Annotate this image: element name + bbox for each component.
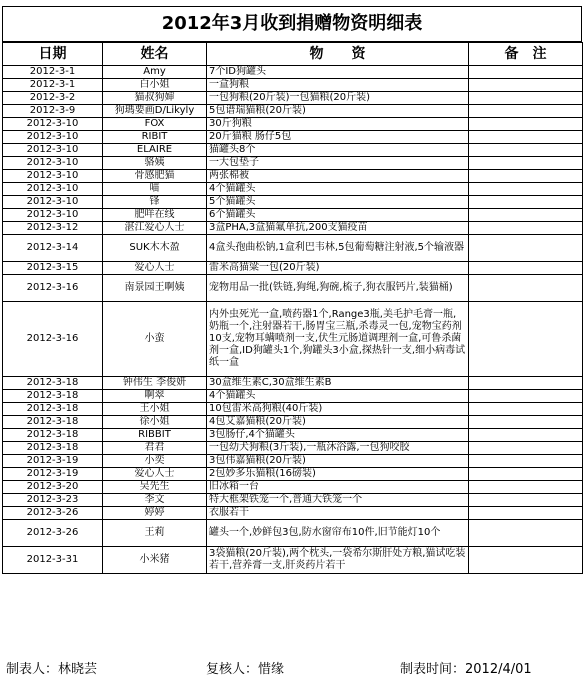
cell-items: 一包狗粮(20斤装)一包猫粮(20斤装) [207, 92, 469, 105]
cell-note [469, 183, 583, 196]
cell-date: 2012-3-18 [3, 390, 103, 403]
cell-name: 钟伟生 李俊妍 [103, 377, 207, 390]
cell-date: 2012-3-10 [3, 170, 103, 183]
cell-note [469, 403, 583, 416]
table-row [3, 144, 583, 157]
cell-date: 2012-3-23 [3, 494, 103, 507]
cell-date: 2012-3-18 [3, 442, 103, 455]
cell-note [469, 455, 583, 468]
cell-note [469, 222, 583, 235]
cell-note [469, 377, 583, 390]
cell-name: 小奕 [103, 455, 207, 468]
cell-items: 5个猫罐头 [207, 196, 469, 209]
cell-items: 旧冰箱一台 [207, 481, 469, 494]
table-row [3, 429, 583, 442]
cell-items: 两张棉被 [207, 170, 469, 183]
cell-date: 2012-3-1 [3, 79, 103, 92]
cell-date: 2012-3-10 [3, 131, 103, 144]
cell-date: 2012-3-19 [3, 455, 103, 468]
cell-date: 2012-3-26 [3, 507, 103, 520]
table-row [3, 494, 583, 507]
table-row [3, 481, 583, 494]
table-row [3, 302, 583, 377]
cell-date: 2012-3-10 [3, 196, 103, 209]
cell-date: 2012-3-14 [3, 235, 103, 262]
cell-date: 2012-3-18 [3, 377, 103, 390]
cell-items: 3包伟嘉猫粮(20斤装) [207, 455, 469, 468]
cell-date: 2012-3-10 [3, 144, 103, 157]
cell-items: 4个猫罐头 [207, 183, 469, 196]
cell-note [469, 262, 583, 275]
cell-date: 2012-3-10 [3, 118, 103, 131]
cell-items: 一盒狗粮 [207, 79, 469, 92]
cell-date: 2012-3-18 [3, 429, 103, 442]
header-date: 日期 [3, 43, 103, 66]
cell-date: 2012-3-9 [3, 105, 103, 118]
time-label: 制表时间：2012/4/01 [400, 662, 532, 677]
cell-note [469, 507, 583, 520]
cell-items: 一包幼犬狗粮(3斤装),一瓶沐浴露,一包狗咬胶 [207, 442, 469, 455]
cell-name: 李文 [103, 494, 207, 507]
table-row [3, 275, 583, 302]
cell-name: ELAIRE [103, 144, 207, 157]
cell-items: 4个猫罐头 [207, 390, 469, 403]
cell-note [469, 275, 583, 302]
cell-date: 2012-3-26 [3, 520, 103, 547]
table-row [3, 183, 583, 196]
cell-date: 2012-3-10 [3, 157, 103, 170]
cell-items: 10包雷米高狗粮(40斤装) [207, 403, 469, 416]
cell-items: 6个猫罐头 [207, 209, 469, 222]
cell-note [469, 105, 583, 118]
cell-date: 2012-3-10 [3, 183, 103, 196]
cell-items: 4盒头孢曲松钠,1盒利巴韦林,5包葡萄糖注射液,5个输液器 [207, 235, 469, 262]
cell-items: 一大包垫子 [207, 157, 469, 170]
table-row [3, 455, 583, 468]
table-row [3, 92, 583, 105]
cell-items: 衣服若干 [207, 507, 469, 520]
cell-note [469, 468, 583, 481]
cell-date: 2012-3-18 [3, 403, 103, 416]
table-row [3, 442, 583, 455]
cell-name: 狗瑪要画D/Likyly [103, 105, 207, 118]
cell-items: 5包谱瑞猫粮(20斤装) [207, 105, 469, 118]
cell-items: 雷米高猫粱一包(20斤装) [207, 262, 469, 275]
header-row [3, 43, 583, 66]
table-row [3, 222, 583, 235]
table-row [3, 390, 583, 403]
cell-items: 20斤猫粮 肠仔5包 [207, 131, 469, 144]
table-row [3, 196, 583, 209]
cell-items: 4包艾嘉猫粮(20斤装) [207, 416, 469, 429]
cell-date: 2012-3-10 [3, 209, 103, 222]
table-row [3, 170, 583, 183]
cell-items: 猫罐头8个 [207, 144, 469, 157]
cell-note [469, 131, 583, 144]
cell-date: 2012-3-19 [3, 468, 103, 481]
table-row [3, 377, 583, 390]
cell-name: SUK木木盈 [103, 235, 207, 262]
cell-name: 喵 [103, 183, 207, 196]
cell-note [469, 416, 583, 429]
cell-items: 3包肠仔,4个猫罐头 [207, 429, 469, 442]
cell-name: 湛江爱心人士 [103, 222, 207, 235]
donation-table [2, 42, 583, 574]
cell-note [469, 209, 583, 222]
cell-name: 骨感肥猫 [103, 170, 207, 183]
cell-name: 肥咩在线 [103, 209, 207, 222]
table-row [3, 520, 583, 547]
table-row [3, 235, 583, 262]
table-body [3, 66, 583, 574]
cell-note [469, 235, 583, 262]
cell-name: 吴先生 [103, 481, 207, 494]
cell-note [469, 170, 583, 183]
cell-date: 2012-3-16 [3, 302, 103, 377]
cell-note [469, 442, 583, 455]
maker-label: 制表人：林晓芸 [6, 662, 98, 677]
cell-items: 30盒维生素C,30盒维生素B [207, 377, 469, 390]
cell-date: 2012-3-15 [3, 262, 103, 275]
table-row [3, 507, 583, 520]
cell-name: 啊翠 [103, 390, 207, 403]
cell-name: 小米猪 [103, 547, 207, 574]
cell-note [469, 157, 583, 170]
cell-note [469, 429, 583, 442]
cell-date: 2012-3-18 [3, 416, 103, 429]
cell-date: 2012-3-2 [3, 92, 103, 105]
cell-note [469, 481, 583, 494]
header-items: 物 资 [207, 43, 469, 66]
cell-items: 3盒PHA,3盒猫氟单抗,200支猫疫苗 [207, 222, 469, 235]
reviewer-label: 复核人：惜缘 [206, 662, 285, 677]
table-row [3, 131, 583, 144]
table-row [3, 157, 583, 170]
cell-name: 王莉 [103, 520, 207, 547]
cell-items: 2包妙多乐猫粮(16磅装) [207, 468, 469, 481]
cell-note [469, 92, 583, 105]
cell-name: 王小姐 [103, 403, 207, 416]
header-note: 备 注 [469, 43, 583, 66]
cell-name: Amy [103, 66, 207, 79]
cell-note [469, 66, 583, 79]
cell-items: 宠物用品一批(铁链,狗绳,狗碗,梳子,狗衣服钙片,装猫桶) [207, 275, 469, 302]
cell-date: 2012-3-12 [3, 222, 103, 235]
cell-name: 小蛮 [103, 302, 207, 377]
footer [2, 656, 582, 676]
table-row [3, 66, 583, 79]
table-row [3, 403, 583, 416]
cell-note [469, 79, 583, 92]
sheet-title: 2012年3月收到捐赠物资明细表 [2, 6, 582, 42]
cell-name: 婷婷 [103, 507, 207, 520]
cell-date: 2012-3-20 [3, 481, 103, 494]
cell-note [469, 390, 583, 403]
cell-items: 3袋猫粮(20斤装),两个枕头,一袋希尔斯肝处方粮,猫试吃装若干,营养膏一支,肝炎药片若干 [207, 547, 469, 574]
cell-name: 锋 [103, 196, 207, 209]
cell-name: 徐小姐 [103, 416, 207, 429]
cell-name: 骆姨 [103, 157, 207, 170]
cell-note [469, 302, 583, 377]
cell-name: 君君 [103, 442, 207, 455]
cell-note [469, 520, 583, 547]
cell-name: 白小姐 [103, 79, 207, 92]
cell-name: FOX [103, 118, 207, 131]
cell-items: 罐头一个,妙鲜包3包,防水窗帘布10件,旧节能灯10个 [207, 520, 469, 547]
header-name: 姓名 [103, 43, 207, 66]
cell-note [469, 494, 583, 507]
table-row [3, 105, 583, 118]
table-row [3, 118, 583, 131]
table-row [3, 468, 583, 481]
cell-name: RIBBIT [103, 429, 207, 442]
table-row [3, 416, 583, 429]
cell-name: 爱心人士 [103, 262, 207, 275]
cell-name: 爱心人士 [103, 468, 207, 481]
cell-name: RIBIT [103, 131, 207, 144]
table-row [3, 262, 583, 275]
table-row [3, 79, 583, 92]
table-row [3, 547, 583, 574]
cell-name: 南景园王啊姨 [103, 275, 207, 302]
cell-note [469, 118, 583, 131]
cell-name: 猫叔狗婶 [103, 92, 207, 105]
cell-date: 2012-3-16 [3, 275, 103, 302]
cell-note [469, 196, 583, 209]
cell-date: 2012-3-31 [3, 547, 103, 574]
table-row [3, 209, 583, 222]
cell-items: 特大框架铁笼一个,普通大铁笼一个 [207, 494, 469, 507]
cell-note [469, 547, 583, 574]
cell-note [469, 144, 583, 157]
cell-items: 30斤狗粮 [207, 118, 469, 131]
cell-date: 2012-3-1 [3, 66, 103, 79]
cell-items: 7个ID狗罐头 [207, 66, 469, 79]
cell-items: 内外虫死光一盒,喷药器1个,Range3瓶,美毛护毛膏一瓶,奶瓶一个,注射器若干,肠胃宝三瓶,杀毒灵一包,宠物宝药剂10支,宠物耳螨喷剂一支,伏生元肠道调理剂一盒,可鲁杀菌剂一盒,ID狗罐头1个,狗罐头3小盒,探热针一支,细小病毒试纸一盒 [207, 302, 469, 377]
